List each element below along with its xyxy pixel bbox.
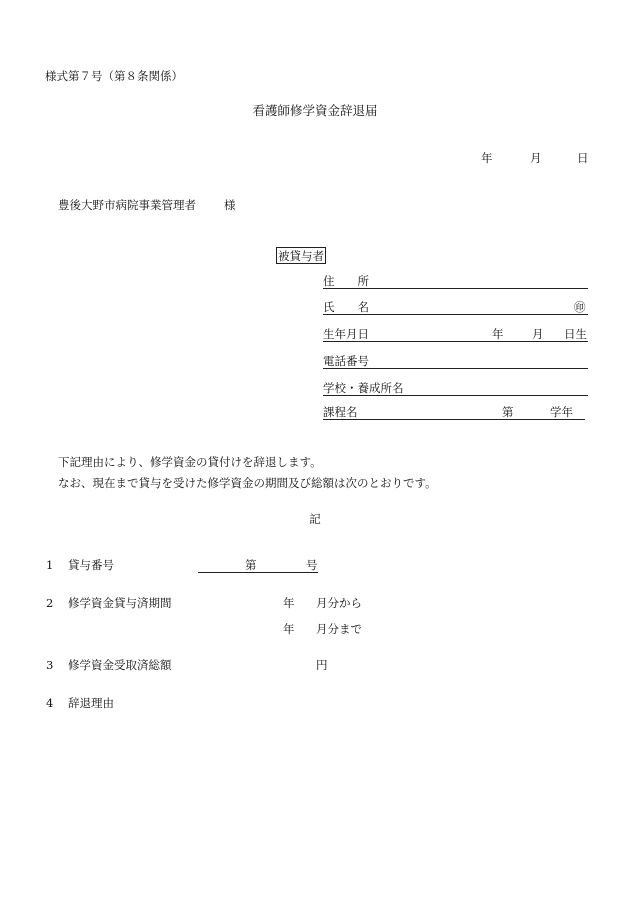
item-1-prefix: 第 [245,558,257,572]
name-label: 氏 名 [323,300,369,314]
addressee-honorific: 様 [224,198,236,212]
phone-label: 電話番号 [323,354,369,368]
date-month-label: 月 [530,151,542,165]
course-label: 課程名 [323,405,358,419]
item-3-number: 3 [46,658,54,672]
ki-heading: 記 [309,512,321,526]
grade-suffix: 学年 [550,405,573,419]
birth-date-line[interactable] [323,341,588,342]
school-label: 学校・養成所名 [323,381,404,395]
course-line[interactable] [323,419,585,420]
item-2-number: 2 [46,596,54,610]
date-year-label: 年 [481,151,493,165]
item-1-number: 1 [46,558,54,572]
item-2-from-month: 月分から [316,596,362,610]
page-title: 看護師修学資金辞退届 [252,103,378,118]
form-number: 様式第７号（第８条関係） [45,69,183,83]
item-2-to-year: 年 [283,622,295,636]
item-1-suffix: 号 [306,558,318,572]
item-4-label: 辞退理由 [68,696,114,710]
item-4-number: 4 [46,696,54,710]
seal-mark: ㊞ [574,300,586,314]
applicant-box-label: 被貸与者 [278,249,324,263]
item-2-label: 修学資金貸与済期間 [68,596,172,610]
date-day-label: 日 [577,151,589,165]
address-label: 住 所 [323,274,369,288]
item-1-label: 貸与番号 [68,558,114,572]
name-line[interactable] [323,314,588,315]
item-2-to-month: 月分まで [316,622,362,636]
item-3-unit: 円 [316,658,328,672]
grade-prefix: 第 [502,405,514,419]
item-2-from-year: 年 [283,596,295,610]
birth-month-label: 月 [532,327,544,341]
phone-line[interactable] [323,368,588,369]
addressee-name: 豊後大野市病院事業管理者 [58,198,196,212]
body-line-2: なお、現在まで貸与を受けた修学資金の期間及び総額は次のとおりです。 [58,476,437,490]
birth-date-label: 生年月日 [323,327,369,341]
item-3-label: 修学資金受取済総額 [68,658,172,672]
birth-day-label: 日生 [564,327,587,341]
birth-year-label: 年 [492,327,504,341]
item-1-line[interactable] [198,572,318,573]
address-line[interactable] [323,288,588,289]
school-line[interactable] [323,395,588,396]
body-line-1: 下記理由により、修学資金の貸付けを辞退します。 [58,455,322,469]
